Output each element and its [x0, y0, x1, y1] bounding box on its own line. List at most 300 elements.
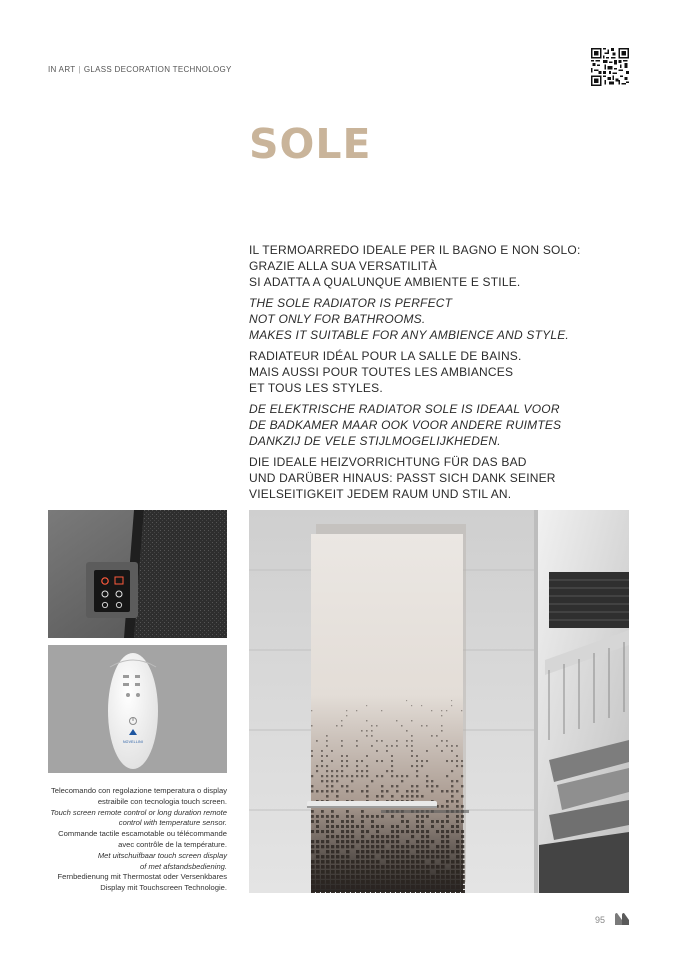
glass-pattern-dot: [381, 855, 384, 858]
glass-pattern-dot: [441, 725, 443, 727]
glass-pattern-dot: [391, 850, 394, 853]
glass-pattern-dot: [421, 840, 424, 843]
glass-pattern-dot: [436, 855, 439, 858]
glass-pattern-dot: [406, 700, 407, 701]
glass-pattern-dot: [341, 820, 344, 823]
glass-pattern-dot: [331, 855, 334, 858]
glass-pattern-dot: [436, 830, 439, 833]
glass-pattern-dot: [346, 710, 347, 711]
glass-pattern-dot: [346, 825, 349, 828]
radiator-scene-illustration: [249, 510, 629, 893]
glass-pattern-dot: [316, 885, 320, 889]
glass-pattern-dot: [376, 725, 378, 727]
intro-text: [249, 242, 619, 507]
remote-control-photo: [48, 645, 227, 773]
glass-pattern-dot: [396, 870, 400, 874]
radiator-photo: [249, 510, 629, 893]
glass-pattern-dot: [381, 775, 383, 777]
glass-pattern-dot: [361, 865, 365, 869]
glass-pattern-dot: [371, 860, 375, 864]
glass-pattern-dot: [391, 760, 393, 762]
glass-pattern-dot: [411, 735, 413, 737]
glass-pattern-dot: [381, 885, 385, 889]
glass-pattern-dot: [366, 790, 368, 792]
glass-pattern-dot: [391, 860, 395, 864]
glass-pattern-dot: [321, 840, 324, 843]
glass-pattern-dot: [436, 870, 440, 874]
glass-pattern-dot: [326, 770, 328, 772]
glass-pattern-dot: [316, 870, 320, 874]
glass-pattern-dot: [436, 845, 439, 848]
glass-pattern-dot: [386, 745, 388, 747]
glass-pattern-dot: [431, 785, 433, 787]
glass-pattern-dot: [426, 780, 428, 782]
glass-pattern-dot: [371, 815, 374, 818]
glass-pattern-dot: [406, 870, 410, 874]
page-title: SOLE: [249, 120, 372, 168]
glass-pattern-dot: [461, 860, 465, 864]
glass-pattern-dot: [456, 865, 460, 869]
glass-pattern-dot: [351, 870, 355, 874]
glass-pattern-dot: [376, 865, 380, 869]
glass-pattern-dot: [321, 775, 323, 777]
glass-pattern-dot: [421, 820, 424, 823]
glass-pattern-dot: [436, 850, 439, 853]
glass-pattern-dot: [316, 820, 319, 823]
glass-pattern-dot: [396, 850, 399, 853]
glass-pattern-dot: [416, 840, 419, 843]
glass-pattern-dot: [456, 880, 460, 884]
glass-pattern-dot: [386, 860, 390, 864]
glass-pattern-dot: [426, 815, 429, 818]
glass-pattern-dot: [376, 880, 380, 884]
glass-pattern-dot: [356, 825, 359, 828]
glass-pattern-dot: [356, 840, 359, 843]
glass-pattern-dot: [346, 890, 350, 893]
glass-pattern-dot: [411, 720, 412, 721]
glass-pattern-dot: [391, 840, 394, 843]
glass-pattern-dot: [331, 865, 335, 869]
glass-pattern-dot: [431, 890, 435, 893]
glass-pattern-dot: [356, 875, 360, 879]
glass-pattern-dot: [311, 810, 314, 813]
glass-pattern-dot: [341, 860, 345, 864]
glass-pattern-dot: [426, 840, 429, 843]
glass-pattern-dot: [331, 760, 333, 762]
glass-pattern-dot: [341, 825, 344, 828]
glass-pattern-dot: [431, 860, 435, 864]
glass-pattern-dot: [461, 835, 464, 838]
glass-pattern-dot: [371, 735, 373, 737]
glass-pattern-dot: [326, 780, 328, 782]
glass-pattern-dot: [426, 885, 430, 889]
glass-pattern-dot: [346, 865, 350, 869]
glass-pattern-dot: [311, 755, 313, 757]
glass-pattern-dot: [411, 795, 414, 798]
glass-pattern-dot: [341, 775, 343, 777]
glass-pattern-dot: [381, 845, 384, 848]
glass-pattern-dot: [426, 845, 429, 848]
glass-pattern-dot: [406, 730, 408, 732]
glass-pattern-dot: [416, 865, 420, 869]
glass-pattern-dot: [446, 830, 449, 833]
glass-pattern-dot: [346, 875, 350, 879]
glass-pattern-dot: [331, 850, 334, 853]
glass-pattern-dot: [411, 830, 414, 833]
glass-pattern-dot: [361, 840, 364, 843]
glass-pattern-dot: [436, 865, 440, 869]
glass-pattern-dot: [356, 740, 358, 742]
glass-pattern-dot: [441, 750, 443, 752]
glass-pattern-dot: [426, 875, 430, 879]
glass-pattern-dot: [441, 860, 445, 864]
glass-pattern-dot: [456, 815, 459, 818]
glass-pattern-dot: [321, 815, 324, 818]
glass-pattern-dot: [361, 770, 363, 772]
glass-pattern-dot: [411, 870, 415, 874]
glass-pattern-dot: [311, 875, 315, 879]
glass-pattern-dot: [366, 770, 368, 772]
glass-pattern-dot: [406, 890, 410, 893]
glass-pattern-dot: [316, 765, 318, 767]
glass-pattern-dot: [371, 890, 375, 893]
glass-pattern-dot: [446, 805, 449, 808]
glass-pattern-dot: [321, 870, 325, 874]
glass-pattern-dot: [446, 775, 448, 777]
glass-pattern-dot: [356, 775, 358, 777]
glass-pattern-dot: [316, 845, 319, 848]
glass-pattern-dot: [411, 875, 415, 879]
glass-pattern-dot: [406, 885, 410, 889]
brand-logo-icon: [614, 912, 630, 926]
glass-pattern-dot: [316, 830, 319, 833]
glass-pattern-dot: [426, 855, 429, 858]
glass-pattern-dot: [446, 820, 449, 823]
glass-pattern-dot: [406, 820, 409, 823]
glass-pattern-dot: [351, 780, 353, 782]
glass-pattern-dot: [371, 880, 375, 884]
glass-pattern-dot: [396, 745, 398, 747]
glass-pattern-dot: [331, 750, 333, 752]
glass-pattern-dot: [416, 845, 419, 848]
glass-pattern-dot: [381, 865, 385, 869]
intro-english: THE SOLE RADIATOR IS PERFECT NOT ONLY FOR BATHROOMS. MAKES IT SUITABLE FOR ANY AMBIENCE AND STYLE.: [249, 296, 569, 342]
glass-pattern-dot: [411, 885, 415, 889]
glass-pattern-dot: [381, 790, 383, 792]
glass-pattern-dot: [451, 860, 455, 864]
glass-pattern-dot: [316, 740, 318, 742]
glass-pattern-dot: [331, 785, 333, 787]
glass-pattern-dot: [326, 880, 330, 884]
glass-pattern-dot: [346, 765, 348, 767]
glass-pattern-dot: [436, 820, 439, 823]
glass-pattern-dot: [416, 860, 420, 864]
glass-pattern-dot: [341, 840, 344, 843]
glass-pattern-dot: [396, 890, 400, 893]
glass-pattern-dot: [311, 870, 315, 874]
glass-pattern-dot: [411, 790, 413, 792]
glass-pattern-dot: [351, 775, 353, 777]
glass-pattern-dot: [371, 850, 374, 853]
glass-pattern-dot: [346, 850, 349, 853]
glass-pattern-dot: [371, 820, 374, 823]
glass-pattern-dot: [436, 735, 438, 737]
glass-pattern-dot: [381, 890, 385, 893]
glass-pattern-dot: [396, 885, 400, 889]
glass-pattern-dot: [426, 890, 430, 893]
glass-pattern-dot: [366, 845, 369, 848]
glass-pattern-dot: [351, 825, 354, 828]
glass-pattern-dot: [451, 785, 453, 787]
glass-pattern-dot: [336, 885, 340, 889]
glass-pattern-dot: [386, 840, 389, 843]
glass-pattern-dot: [351, 835, 354, 838]
glass-pattern-dot: [451, 745, 453, 747]
glass-pattern-dot: [461, 785, 463, 787]
glass-pattern-dot: [446, 870, 450, 874]
glass-pattern-dot: [391, 885, 395, 889]
glass-pattern-dot: [311, 880, 315, 884]
glass-pattern-dot: [461, 840, 464, 843]
glass-pattern-dot: [401, 880, 405, 884]
glass-pattern-dot: [341, 720, 342, 721]
glass-pattern-dot: [351, 885, 355, 889]
glass-pattern-dot: [326, 785, 328, 787]
glass-pattern-dot: [331, 810, 334, 813]
glass-pattern-dot: [406, 880, 410, 884]
glass-pattern-dot: [446, 880, 450, 884]
glass-pattern-dot: [316, 790, 318, 792]
glass-pattern-dot: [456, 790, 458, 792]
glass-pattern-dot: [311, 815, 314, 818]
glass-pattern-dot: [401, 890, 405, 893]
glass-pattern-dot: [321, 765, 323, 767]
glass-pattern-dot: [391, 875, 395, 879]
glass-pattern-dot: [391, 785, 393, 787]
glass-pattern-dot: [311, 840, 314, 843]
glass-pattern-dot: [456, 845, 459, 848]
glass-pattern-dot: [456, 860, 460, 864]
glass-pattern-dot: [461, 765, 463, 767]
glass-pattern-dot: [361, 850, 364, 853]
caption-dutch: Met uitschuifbaar touch screen display of met afstandsbediening.: [97, 850, 227, 871]
glass-pattern-dot: [311, 890, 315, 893]
glass-pattern-dot: [406, 855, 409, 858]
glass-pattern-dot: [331, 875, 335, 879]
glass-pattern-dot: [421, 835, 424, 838]
glass-pattern-dot: [351, 875, 355, 879]
glass-pattern-dot: [351, 880, 355, 884]
glass-pattern-dot: [461, 775, 463, 777]
glass-pattern-dot: [461, 795, 464, 798]
glass-pattern-dot: [366, 765, 368, 767]
glass-pattern-dot: [366, 755, 368, 757]
glass-pattern-dot: [401, 830, 404, 833]
glass-pattern-dot: [311, 830, 314, 833]
glass-pattern-dot: [321, 860, 325, 864]
glass-pattern-dot: [331, 845, 334, 848]
glass-pattern-dot: [401, 885, 405, 889]
glass-pattern-dot: [446, 855, 449, 858]
glass-pattern-dot: [391, 880, 395, 884]
glass-pattern-dot: [361, 820, 364, 823]
glass-pattern-dot: [336, 880, 340, 884]
glass-pattern-dot: [346, 815, 349, 818]
glass-pattern-dot: [336, 865, 340, 869]
glass-pattern-dot: [416, 760, 418, 762]
page-number: 95: [595, 915, 606, 925]
glass-pattern-dot: [421, 890, 425, 893]
glass-pattern-dot: [336, 855, 339, 858]
glass-pattern-dot: [406, 840, 409, 843]
glass-pattern-dot: [411, 890, 415, 893]
glass-pattern-dot: [441, 850, 444, 853]
qr-code[interactable]: [591, 48, 629, 86]
glass-pattern-dot: [336, 860, 340, 864]
glass-pattern-dot: [341, 770, 343, 772]
glass-pattern-dot: [416, 875, 420, 879]
glass-pattern-dot: [371, 745, 373, 747]
glass-pattern-dot: [356, 870, 360, 874]
glass-pattern-dot: [351, 860, 355, 864]
glass-pattern-dot: [416, 825, 419, 828]
glass-pattern-dot: [391, 795, 394, 798]
glass-pattern-dot: [396, 740, 398, 742]
glass-pattern-dot: [351, 820, 354, 823]
glass-pattern-dot: [341, 865, 345, 869]
glass-pattern-dot: [446, 815, 449, 818]
glass-pattern-dot: [326, 845, 329, 848]
glass-pattern-dot: [366, 830, 369, 833]
glass-pattern-dot: [396, 880, 400, 884]
glass-pattern-dot: [401, 780, 403, 782]
glass-pattern-dot: [376, 795, 379, 798]
glass-pattern-dot: [446, 790, 448, 792]
glass-pattern-dot: [431, 840, 434, 843]
glass-pattern-dot: [406, 875, 410, 879]
glass-pattern-dot: [416, 850, 419, 853]
glass-pattern-dot: [341, 760, 343, 762]
glass-pattern-dot: [321, 890, 325, 893]
breadcrumb: [48, 65, 232, 74]
glass-pattern-dot: [371, 825, 374, 828]
glass-pattern-dot: [451, 700, 452, 701]
glass-pattern-dot: [396, 840, 399, 843]
glass-pattern-dot: [381, 815, 384, 818]
glass-pattern-dot: [341, 855, 344, 858]
touch-display-illustration: [48, 510, 227, 638]
glass-pattern-dot: [431, 780, 433, 782]
glass-pattern-dot: [366, 815, 369, 818]
glass-pattern-dot: [441, 855, 444, 858]
glass-pattern-dot: [416, 765, 418, 767]
glass-pattern-dot: [421, 815, 424, 818]
glass-pattern-dot: [381, 760, 383, 762]
glass-pattern-dot: [416, 890, 420, 893]
glass-pattern-dot: [386, 875, 390, 879]
glass-pattern-dot: [416, 785, 418, 787]
glass-pattern-dot: [426, 870, 430, 874]
glass-pattern-dot: [391, 830, 394, 833]
glass-pattern-dot: [341, 830, 344, 833]
glass-pattern-dot: [341, 845, 344, 848]
glass-pattern-dot: [371, 835, 374, 838]
glass-pattern-dot: [321, 830, 324, 833]
glass-pattern-dot: [426, 865, 430, 869]
glass-pattern-dot: [346, 830, 349, 833]
glass-pattern-dot: [356, 860, 360, 864]
glass-pattern-dot: [336, 875, 340, 879]
glass-pattern-dot: [401, 775, 403, 777]
glass-pattern-dot: [391, 765, 393, 767]
glass-pattern-dot: [451, 875, 455, 879]
glass-pattern-dot: [366, 860, 370, 864]
glass-pattern-dot: [316, 890, 320, 893]
glass-pattern-dot: [431, 820, 434, 823]
glass-pattern-dot: [311, 845, 314, 848]
glass-pattern-dot: [421, 865, 425, 869]
glass-pattern-dot: [336, 840, 339, 843]
glass-pattern-dot: [441, 835, 444, 838]
glass-pattern-dot: [416, 855, 419, 858]
glass-pattern-dot: [376, 890, 380, 893]
glass-pattern-dot: [391, 755, 393, 757]
glass-pattern-dot: [326, 835, 329, 838]
glass-pattern-dot: [426, 750, 428, 752]
glass-pattern-dot: [321, 855, 324, 858]
glass-pattern-dot: [456, 890, 460, 893]
glass-pattern-dot: [441, 830, 444, 833]
glass-pattern-dot: [376, 815, 379, 818]
glass-pattern-dot: [451, 705, 452, 706]
glass-pattern-dot: [401, 870, 405, 874]
glass-pattern-dot: [321, 885, 325, 889]
glass-pattern-dot: [366, 865, 370, 869]
glass-pattern-dot: [376, 760, 378, 762]
glass-pattern-dot: [331, 870, 335, 874]
glass-pattern-dot: [381, 880, 385, 884]
glass-pattern-dot: [406, 795, 409, 798]
glass-pattern-dot: [421, 860, 425, 864]
glass-pattern-dot: [461, 850, 464, 853]
glass-pattern-dot: [411, 785, 413, 787]
glass-pattern-dot: [451, 850, 454, 853]
glass-pattern-dot: [416, 820, 419, 823]
glass-pattern-dot: [316, 850, 319, 853]
glass-pattern-dot: [361, 810, 364, 813]
glass-pattern-dot: [351, 840, 354, 843]
glass-pattern-dot: [326, 790, 328, 792]
glass-pattern-dot: [386, 790, 388, 792]
glass-pattern-dot: [406, 825, 409, 828]
glass-pattern-dot: [446, 710, 447, 711]
glass-pattern-dot: [346, 755, 348, 757]
glass-pattern-dot: [381, 795, 384, 798]
glass-pattern-dot: [341, 835, 344, 838]
glass-pattern-dot: [346, 820, 349, 823]
glass-pattern-dot: [421, 830, 424, 833]
glass-pattern-dot: [356, 745, 358, 747]
glass-pattern-dot: [326, 890, 330, 893]
glass-pattern-dot: [436, 880, 440, 884]
glass-pattern-dot: [426, 725, 428, 727]
glass-pattern-dot: [416, 870, 420, 874]
glass-pattern-dot: [406, 740, 408, 742]
glass-pattern-dot: [376, 850, 379, 853]
glass-pattern-dot: [451, 790, 453, 792]
glass-pattern-dot: [421, 760, 423, 762]
glass-pattern-dot: [416, 770, 418, 772]
